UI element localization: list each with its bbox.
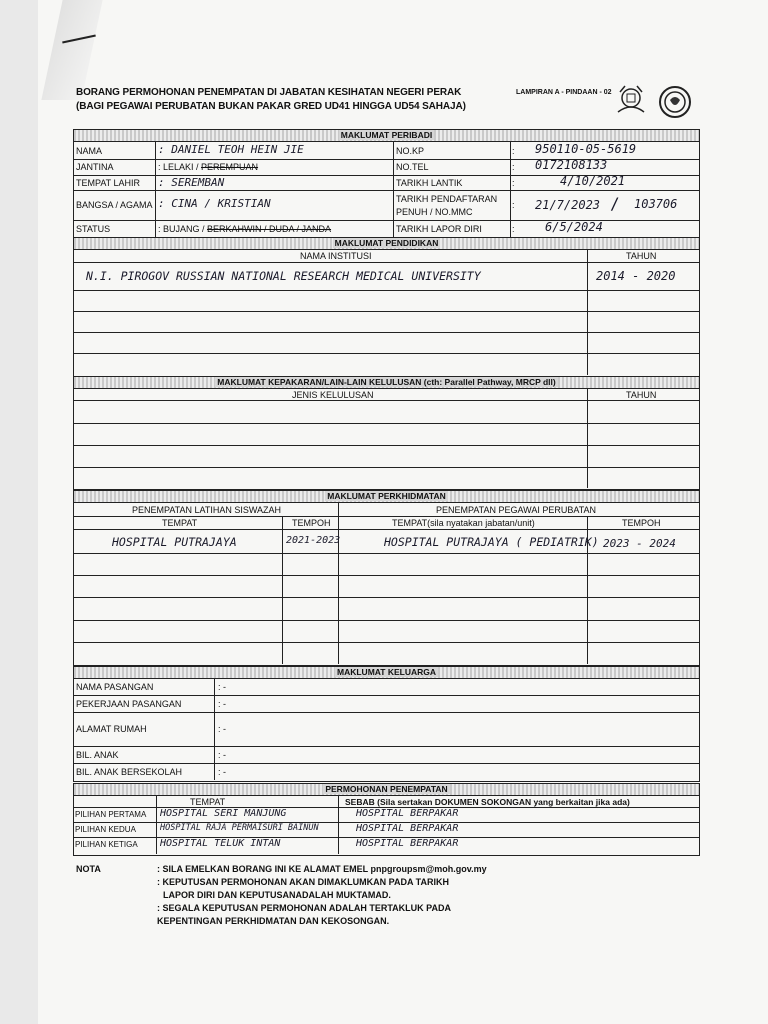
nota-label: NOTA (76, 864, 101, 874)
col-tempat-right: TEMPAT(sila nyatakan jabatan/unit) (392, 518, 535, 528)
no-mmc-field[interactable]: 103706 (634, 197, 678, 211)
tarikh-daftar-label: TARIKH PENDAFTARAN PENUH / NO.MMC (396, 194, 498, 217)
nama-pasangan-label: NAMA PASANGAN (76, 682, 154, 692)
tempat-lahir-field[interactable]: : SEREMBAN (158, 176, 225, 189)
pilihan-ketiga-tempat[interactable]: HOSPITAL TELUK INTAN (160, 838, 281, 849)
tarikh-lapor-field[interactable]: 6/5/2024 (545, 220, 603, 234)
jantina-field[interactable]: : LELAKI / PEREMPUAN (158, 162, 259, 172)
bangsa-agama-field[interactable]: : CINA / KRISTIAN (158, 197, 271, 210)
pekerjaan-pasangan-label: PEKERJAAN PASANGAN (76, 699, 182, 709)
section-maklumat-keluarga: MAKLUMAT KELUARGA (73, 666, 700, 679)
col-nama-institusi: NAMA INSTITUSI (300, 251, 372, 261)
col-tahun: TAHUN (626, 251, 657, 261)
status-label: STATUS (76, 224, 111, 234)
nota-text: : SILA EMELKAN BORANG INI KE ALAMAT EMEL pnpgroupsm@moh.gov.my : KEPUTUSAN PERMOHONAN AKAN DIMAKLUMKAN PADA TARIKH LAPOR DIRI DAN KEPUTUSANADALAH MUKTAMAD. : SEGALA KEPUTUSAN PERMOHONAN ADALAH TERTAKLUK PADA KEPENTINGAN PERKHIDMATAN DAN KEKOSONGAN. (157, 864, 487, 926)
section-maklumat-pendidikan: MAKLUMAT PENDIDIKAN (73, 237, 700, 250)
alamat-rumah-field[interactable]: : - (218, 724, 226, 734)
col-tempoh-left: TEMPOH (292, 518, 331, 528)
form-title (76, 86, 466, 114)
tarikh-lantik-label: TARIKH LANTIK (396, 178, 463, 188)
col-tempat-pilihan: TEMPAT (190, 797, 226, 807)
pilihan-kedua-tempat[interactable]: HOSPITAL RAJA PERMAISURI BAINUN (160, 823, 319, 833)
section-maklumat-perkhidmatan: MAKLUMAT PERKHIDMATAN (73, 490, 700, 503)
pegawai-tempat-field[interactable]: HOSPITAL PUTRAJAYA ( PEDIATRIK) (384, 535, 599, 549)
latihan-tempoh-field[interactable]: 2021-2023 (286, 535, 341, 546)
nama-label: NAMA (76, 146, 103, 156)
bil-anak-field[interactable]: : - (218, 750, 226, 760)
institusi-field[interactable]: N.I. PIROGOV RUSSIAN NATIONAL RESEARCH MEDICAL UNIVERSITY (86, 269, 481, 283)
kkm-logo-icon (656, 84, 694, 120)
col-jenis-kelulusan: JENIS KELULUSAN (292, 390, 374, 400)
jantina-label: JANTINA (76, 162, 114, 172)
nokp-field[interactable]: 950110-05-5619 (535, 142, 637, 156)
notel-label: NO.TEL (396, 162, 429, 172)
lampiran-label: LAMPIRAN A - PINDAAN - 02 (516, 89, 612, 96)
alamat-rumah-label: ALAMAT RUMAH (76, 724, 147, 734)
nama-field[interactable]: : DANIEL TEOH HEIN JIE (158, 143, 304, 156)
nama-pasangan-field[interactable]: : - (218, 682, 226, 692)
bil-anak-label: BIL. ANAK (76, 750, 119, 760)
jata-negara-logo-icon (612, 82, 650, 118)
col-tempat-left: TEMPAT (162, 518, 198, 528)
col-tempoh-right: TEMPOH (622, 518, 661, 528)
status-field[interactable]: : BUJANG / BERKAHWIN / DUDA / JANDA (158, 224, 332, 234)
pekerjaan-pasangan-field[interactable]: : - (218, 699, 226, 709)
pilihan-kedua-label: PILIHAN KEDUA (75, 825, 136, 834)
pilihan-kedua-sebab[interactable]: HOSPITAL BERPAKAR (356, 823, 459, 834)
tempat-lahir-label: TEMPAT LAHIR (76, 178, 141, 188)
tarikh-daftar-field[interactable]: 21/7/2023 (535, 198, 601, 212)
pilihan-pertama-sebab[interactable]: HOSPITAL BERPAKAR (356, 808, 459, 819)
col-sebab: SEBAB (Sila sertakan DOKUMEN SOKONGAN yang berkaitan jika ada) (345, 797, 630, 807)
slash-divider: / (610, 194, 620, 213)
bil-anak-bersekolah-label: BIL. ANAK BERSEKOLAH (76, 767, 183, 777)
pilihan-ketiga-label: PILIHAN KETIGA (75, 840, 138, 849)
bil-anak-bersekolah-field[interactable]: : - (218, 767, 226, 777)
kepakaran-table (73, 388, 700, 490)
head-pegawai-perubatan: PENEMPATAN PEGAWAI PERUBATAN (436, 505, 597, 515)
section-permohonan-penempatan: PERMOHONAN PENEMPATAN (73, 783, 700, 796)
col-tahun-kelulusan: TAHUN (626, 390, 657, 400)
latihan-tempat-field[interactable]: HOSPITAL PUTRAJAYA (112, 535, 237, 549)
nokp-label: NO.KP (396, 146, 425, 156)
title-line-1: BORANG PERMOHONAN PENEMPATAN DI JABATAN KESIHATAN NEGERI PERAK (76, 87, 462, 98)
title-line-2: (BAGI PEGAWAI PERUBATAN BUKAN PAKAR GRED UD41 HINGGA UD54 SAHAJA) (76, 101, 466, 112)
section-maklumat-kepakaran: MAKLUMAT KEPAKARAN/LAIN-LAIN KELULUSAN (cth: Parallel Pathway, MRCP dll) (73, 376, 700, 389)
pegawai-tempoh-field[interactable]: 2023 - 2024 (603, 537, 676, 550)
pilihan-pertama-tempat[interactable]: HOSPITAL SERI MANJUNG (160, 808, 287, 819)
pilihan-pertama-label: PILIHAN PERTAMA (75, 810, 147, 819)
head-latihan-siswazah: PENEMPATAN LATIHAN SISWAZAH (132, 505, 282, 515)
tahun-field[interactable]: 2014 - 2020 (596, 269, 676, 283)
bangsa-agama-label: BANGSA / AGAMA (76, 200, 153, 210)
section-maklumat-peribadi: MAKLUMAT PERIBADI (73, 129, 700, 142)
pilihan-ketiga-sebab[interactable]: HOSPITAL BERPAKAR (356, 838, 459, 849)
tarikh-lantik-field[interactable]: 4/10/2021 (560, 174, 626, 188)
tarikh-lapor-label: TARIKH LAPOR DIRI (396, 224, 482, 234)
notel-field[interactable]: 0172108133 (535, 158, 608, 172)
